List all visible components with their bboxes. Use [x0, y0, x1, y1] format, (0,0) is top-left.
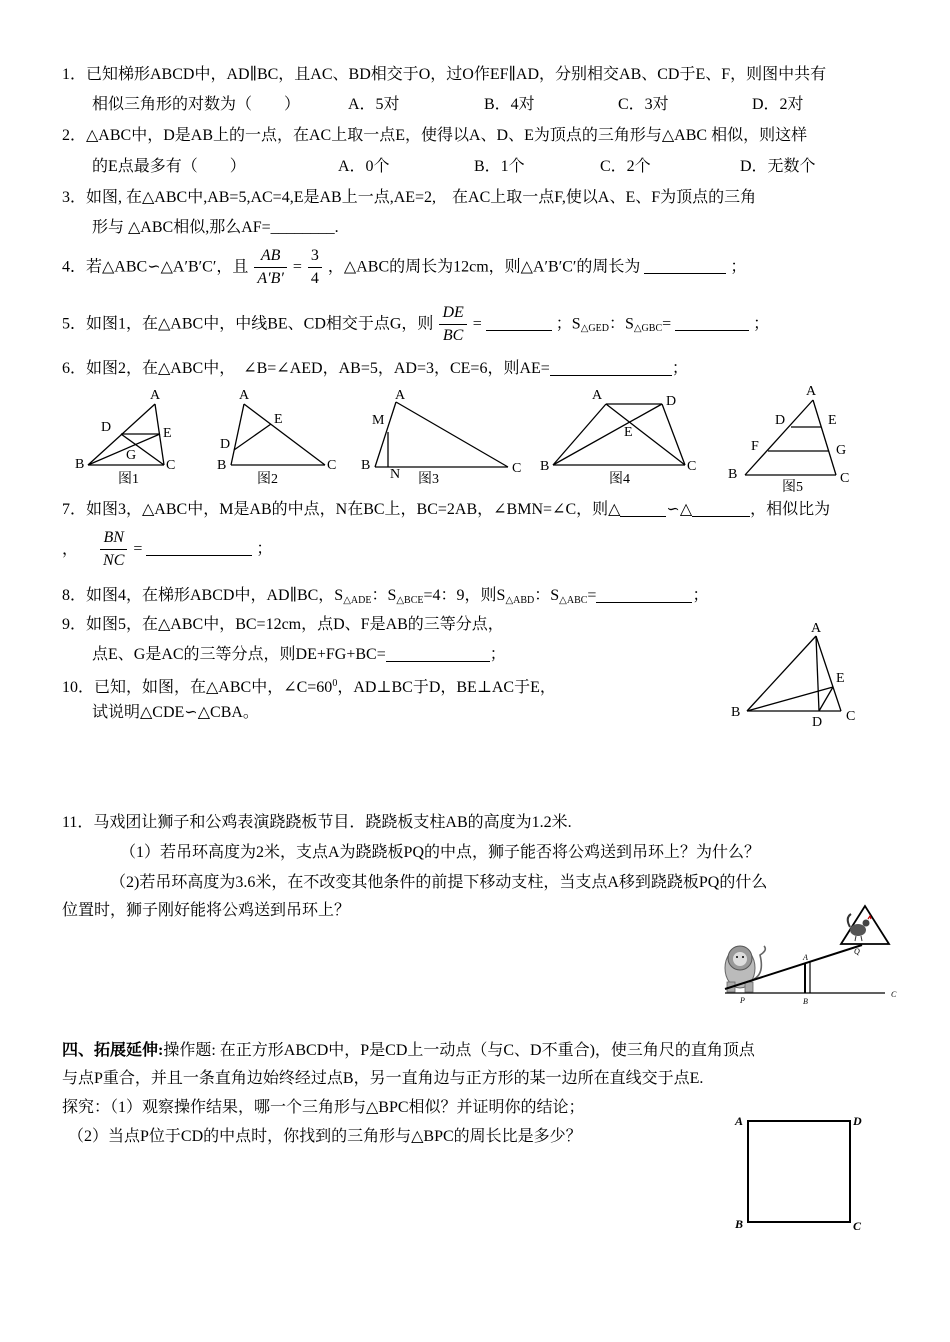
q10-label-b: B	[731, 705, 741, 720]
q5-colon: ：S	[608, 315, 634, 333]
q8-p1: 8．如图4，在梯形ABCD中，AD∥BC，S	[62, 587, 344, 604]
rooster-icon	[848, 914, 871, 941]
q7-line2	[62, 527, 272, 572]
q2-line2	[92, 156, 816, 178]
q9-line1: 9．如图5，在△ABC中，BC=12cm，点D、F是AB的三等分点，	[62, 616, 504, 633]
q5-prefix: 5．如图1，在△ABC中，中线BE、CD相交于点G，则	[62, 315, 434, 333]
section4-line3: 探究：（1）观察操作结果，哪一个三角形与△BPC相似？并证明你的结论；	[62, 1099, 585, 1116]
fig1-label-g: G	[126, 448, 137, 463]
q10-text-b: ，AD⊥BC于D，BE⊥AC于E，	[337, 679, 556, 696]
q9-end: ；	[489, 646, 506, 663]
q8-p5: =	[587, 587, 597, 604]
q7-answer-blank-3[interactable]	[146, 538, 252, 556]
q7-answer-blank-2[interactable]	[692, 499, 750, 517]
q8-s2: △BCE	[396, 595, 424, 606]
q11-label-b: B	[803, 997, 808, 1006]
q6-line	[62, 358, 688, 380]
square-figure	[730, 1105, 870, 1240]
q1-option-a: A．5对	[348, 96, 400, 113]
q4-end: ；	[730, 258, 747, 276]
q7-fraction	[100, 527, 127, 572]
q10-altitude-ad	[816, 636, 819, 711]
q11-label-q: Q	[854, 947, 860, 956]
fig4-label-b: B	[540, 459, 550, 474]
q8-s4: △ABC	[559, 595, 588, 606]
q9-answer-blank[interactable]	[386, 644, 490, 662]
figure-5-labels	[728, 384, 849, 495]
fig3-caption: 图3	[418, 472, 439, 487]
fig3-label-m: M	[372, 413, 385, 428]
section4-line2: 与点P重合，并且一条直角边始终经过点B，另一直角边与正方形的某一边所在直线交于点E.	[62, 1070, 704, 1087]
q5-eq2: =	[662, 315, 672, 333]
q1-option-d: D．2对	[752, 96, 804, 113]
figure-2-labels	[217, 388, 336, 487]
q10-label-c: C	[846, 709, 856, 724]
q2-line1: 2．△ABC中，D是AB上的一点，在AC上取一点E，使得以A、D、E为顶点的三角形与△ABC 相似，则这样	[62, 127, 808, 144]
q7-text-c: ，相似比为	[750, 501, 831, 518]
q11-figure	[715, 900, 900, 1010]
q9-text: 点E、G是AC的三等分点，则DE+FG+BC=	[92, 646, 386, 663]
fig4-caption: 图4	[609, 472, 630, 487]
q10-degree: 0	[332, 678, 338, 689]
q5-answer-blank-1[interactable]	[486, 313, 552, 331]
q4-frac1-num: AB	[254, 245, 287, 268]
section4-line4: （2）当点P位于CD的中点时，你找到的三角形与△BPC的周长比是多少？	[68, 1128, 582, 1145]
fig3-label-n: N	[390, 467, 401, 482]
fig5-label-c: C	[840, 471, 850, 486]
q9-line2	[92, 644, 506, 666]
q5-answer-blank-2[interactable]	[675, 313, 749, 331]
fig2-label-e: E	[274, 412, 283, 427]
q4-frac2-num: 3	[308, 245, 322, 268]
q5-s1: ；S	[555, 315, 581, 333]
q1-line1: 1．已知梯形ABCD中，AD∥BC，且AC、BD相交于O，过O作EF∥AD，分别相交AB、CD于E、F，则图中共有	[62, 66, 827, 83]
q4-answer-blank[interactable]	[644, 256, 726, 274]
fig1-label-d: D	[101, 420, 112, 435]
fig1-median-be	[88, 434, 160, 465]
q6-text: 6．如图2，在△ABC中， ∠B=∠AED，AB=5，AD=3，CE=6，则AE=	[62, 360, 550, 377]
q10-label-d: D	[812, 715, 823, 730]
square-label-d: D	[853, 1114, 862, 1128]
q2-option-b: B．1个	[474, 158, 525, 175]
q7-frac-num: BN	[100, 527, 127, 550]
q8-end: ；	[692, 587, 709, 604]
fig3-label-b: B	[361, 458, 371, 473]
fig3-label-c: C	[512, 461, 522, 476]
q10-figure	[720, 615, 870, 730]
section4-line1	[62, 1040, 755, 1062]
fig1-label-c: C	[166, 458, 176, 473]
section4-text1: 操作题: 在正方形ABCD中，P是CD上一动点（与C、D不重合)，使三角尺的直角顶点	[163, 1042, 755, 1059]
q8-answer-blank[interactable]	[596, 585, 692, 603]
q5-end: ；	[753, 315, 770, 333]
q11-line4: 位置时，狮子刚好能将公鸡送到吊环上？	[62, 902, 351, 919]
fig1-caption: 图1	[118, 472, 139, 487]
q5-sub1: △GED	[580, 323, 609, 335]
fig2-label-b: B	[217, 458, 227, 473]
q5-frac-den: BC	[442, 327, 464, 344]
square-abcd	[748, 1121, 850, 1222]
fig5-label-e: E	[828, 413, 837, 428]
fig2-label-c: C	[327, 458, 337, 473]
fig2-label-a: A	[239, 388, 250, 403]
q4-suffix: ，△ABC的周长为12cm，则△A′B′C′的周长为	[327, 258, 641, 276]
q1-line2	[92, 94, 804, 116]
q4-frac1-den: A′B′	[257, 270, 284, 287]
q11-label-a: A	[803, 953, 808, 962]
fig2-label-d: D	[220, 437, 231, 452]
q4-fraction-1	[254, 245, 287, 290]
fig2-edge-ab	[231, 404, 244, 465]
q7-end: ；	[256, 540, 273, 558]
q4-frac2-den: 4	[310, 270, 319, 287]
square-label-c: C	[853, 1219, 862, 1233]
fig1-label-b: B	[75, 457, 85, 472]
fig2-caption: 图2	[257, 472, 278, 487]
q1-stem: 相似三角形的对数为（ ）	[92, 96, 301, 113]
fig5-edge-ab	[745, 400, 813, 475]
q5-fraction	[439, 302, 466, 347]
q11-label-c: C	[891, 990, 897, 999]
q3-line2: 形与 △ABC相似,那么AF=________.	[92, 219, 339, 236]
q11-line2: （1）若吊环高度为2米，支点A为跷跷板PQ的中点，狮子能否将公鸡送到吊环上？为什么？	[120, 844, 761, 861]
fig1-label-a: A	[150, 388, 161, 403]
section4-heading: 四、拓展延伸:	[62, 1042, 164, 1059]
fig5-label-b: B	[728, 467, 738, 482]
fig4-edge-ab	[553, 404, 606, 465]
q10-text-a: 10．已知，如图，在△ABC中，∠C=60	[62, 679, 333, 696]
q6-end: ；	[671, 360, 688, 377]
q10-edge-ab	[747, 636, 816, 711]
q10-label-e: E	[836, 671, 845, 686]
q11-line3: （2)若吊环高度为3.6米，在不改变其他条件的前提下移动支柱，当支点A移到跷跷板PQ的什么	[110, 874, 768, 891]
figure-4	[553, 404, 685, 465]
q8-p3: =4：9，则S	[423, 587, 506, 604]
fig5-edge-ac	[813, 400, 836, 475]
q8-p2: ：S	[371, 587, 397, 604]
q7-comma: ，	[62, 540, 79, 558]
q2-option-a: A．0个	[338, 158, 390, 175]
fig5-label-d: D	[775, 413, 786, 428]
q2-option-d: D．无数个	[740, 158, 816, 175]
q2-option-c: C．2个	[600, 158, 651, 175]
q5-eq: =	[472, 315, 482, 333]
q7-frac-den: NC	[103, 552, 125, 569]
q8-line	[62, 585, 708, 612]
fig5-label-g: G	[836, 443, 847, 458]
figure-4-labels	[540, 388, 696, 487]
q10-line1	[62, 673, 556, 699]
q10-line2: 试说明△CDE∽△CBA。	[92, 704, 259, 721]
q8-s1: △ADE	[343, 595, 372, 606]
fig3-edge-ab	[375, 402, 396, 467]
square-label-b: B	[735, 1217, 744, 1231]
q1-option-b: B．4对	[484, 96, 535, 113]
lion-icon	[725, 946, 765, 992]
fig1-label-e: E	[163, 426, 172, 441]
q4-prefix: 4．若△ABC∽△A′B′C′，且	[62, 258, 249, 276]
q4-fraction-2	[308, 245, 322, 290]
q7-answer-blank-1[interactable]	[620, 499, 666, 517]
q5-line	[62, 302, 769, 347]
figure-5	[745, 400, 836, 475]
fig4-label-e: E	[624, 425, 633, 440]
fig4-label-d: D	[666, 394, 677, 409]
q10-label-a: A	[811, 621, 822, 636]
q5-sub2: △GBC	[633, 323, 663, 335]
fig5-label-a: A	[806, 384, 817, 399]
square-label-a: A	[735, 1114, 744, 1128]
q4-line	[62, 245, 746, 290]
q7-line1	[62, 499, 830, 521]
fig3-label-a: A	[395, 388, 406, 403]
q8-s3: △ABD	[505, 595, 535, 606]
q6-answer-blank[interactable]	[550, 358, 672, 376]
fig4-label-c: C	[687, 459, 697, 474]
q5-frac-num: DE	[439, 302, 466, 325]
q1-option-c: C．3对	[618, 96, 669, 113]
figure-3	[375, 402, 508, 467]
q7-text-b: ∽△	[666, 501, 693, 518]
fig5-caption: 图5	[782, 480, 803, 495]
q11-line1: 11．马戏团让狮子和公鸡表演跷跷板节目．跷跷板支柱AB的高度为1.2米.	[62, 814, 572, 831]
q11-label-p: P	[740, 996, 745, 1005]
fig4-label-a: A	[592, 388, 603, 403]
q7-eq: =	[133, 540, 143, 558]
q8-p4: ：S	[534, 587, 560, 604]
q3-line1: 3．如图, 在△ABC中,AB=5,AC=4,E是AB上一点,AE=2, 在AC上取一点F,使以A、E、F为顶点的三角	[62, 189, 757, 206]
q2-stem: 的E点最多有（ ）	[92, 158, 246, 175]
q10-altitude-be	[747, 687, 833, 711]
q4-eq: =	[292, 258, 302, 276]
q7-text-a: 7．如图3，△ABC中，M是AB的中点，N在BC上，BC=2AB，∠BMN=∠C，则△	[62, 501, 621, 518]
fig3-edge-ac	[396, 402, 508, 467]
figures-row	[0, 378, 950, 498]
fig5-label-f: F	[751, 439, 759, 454]
